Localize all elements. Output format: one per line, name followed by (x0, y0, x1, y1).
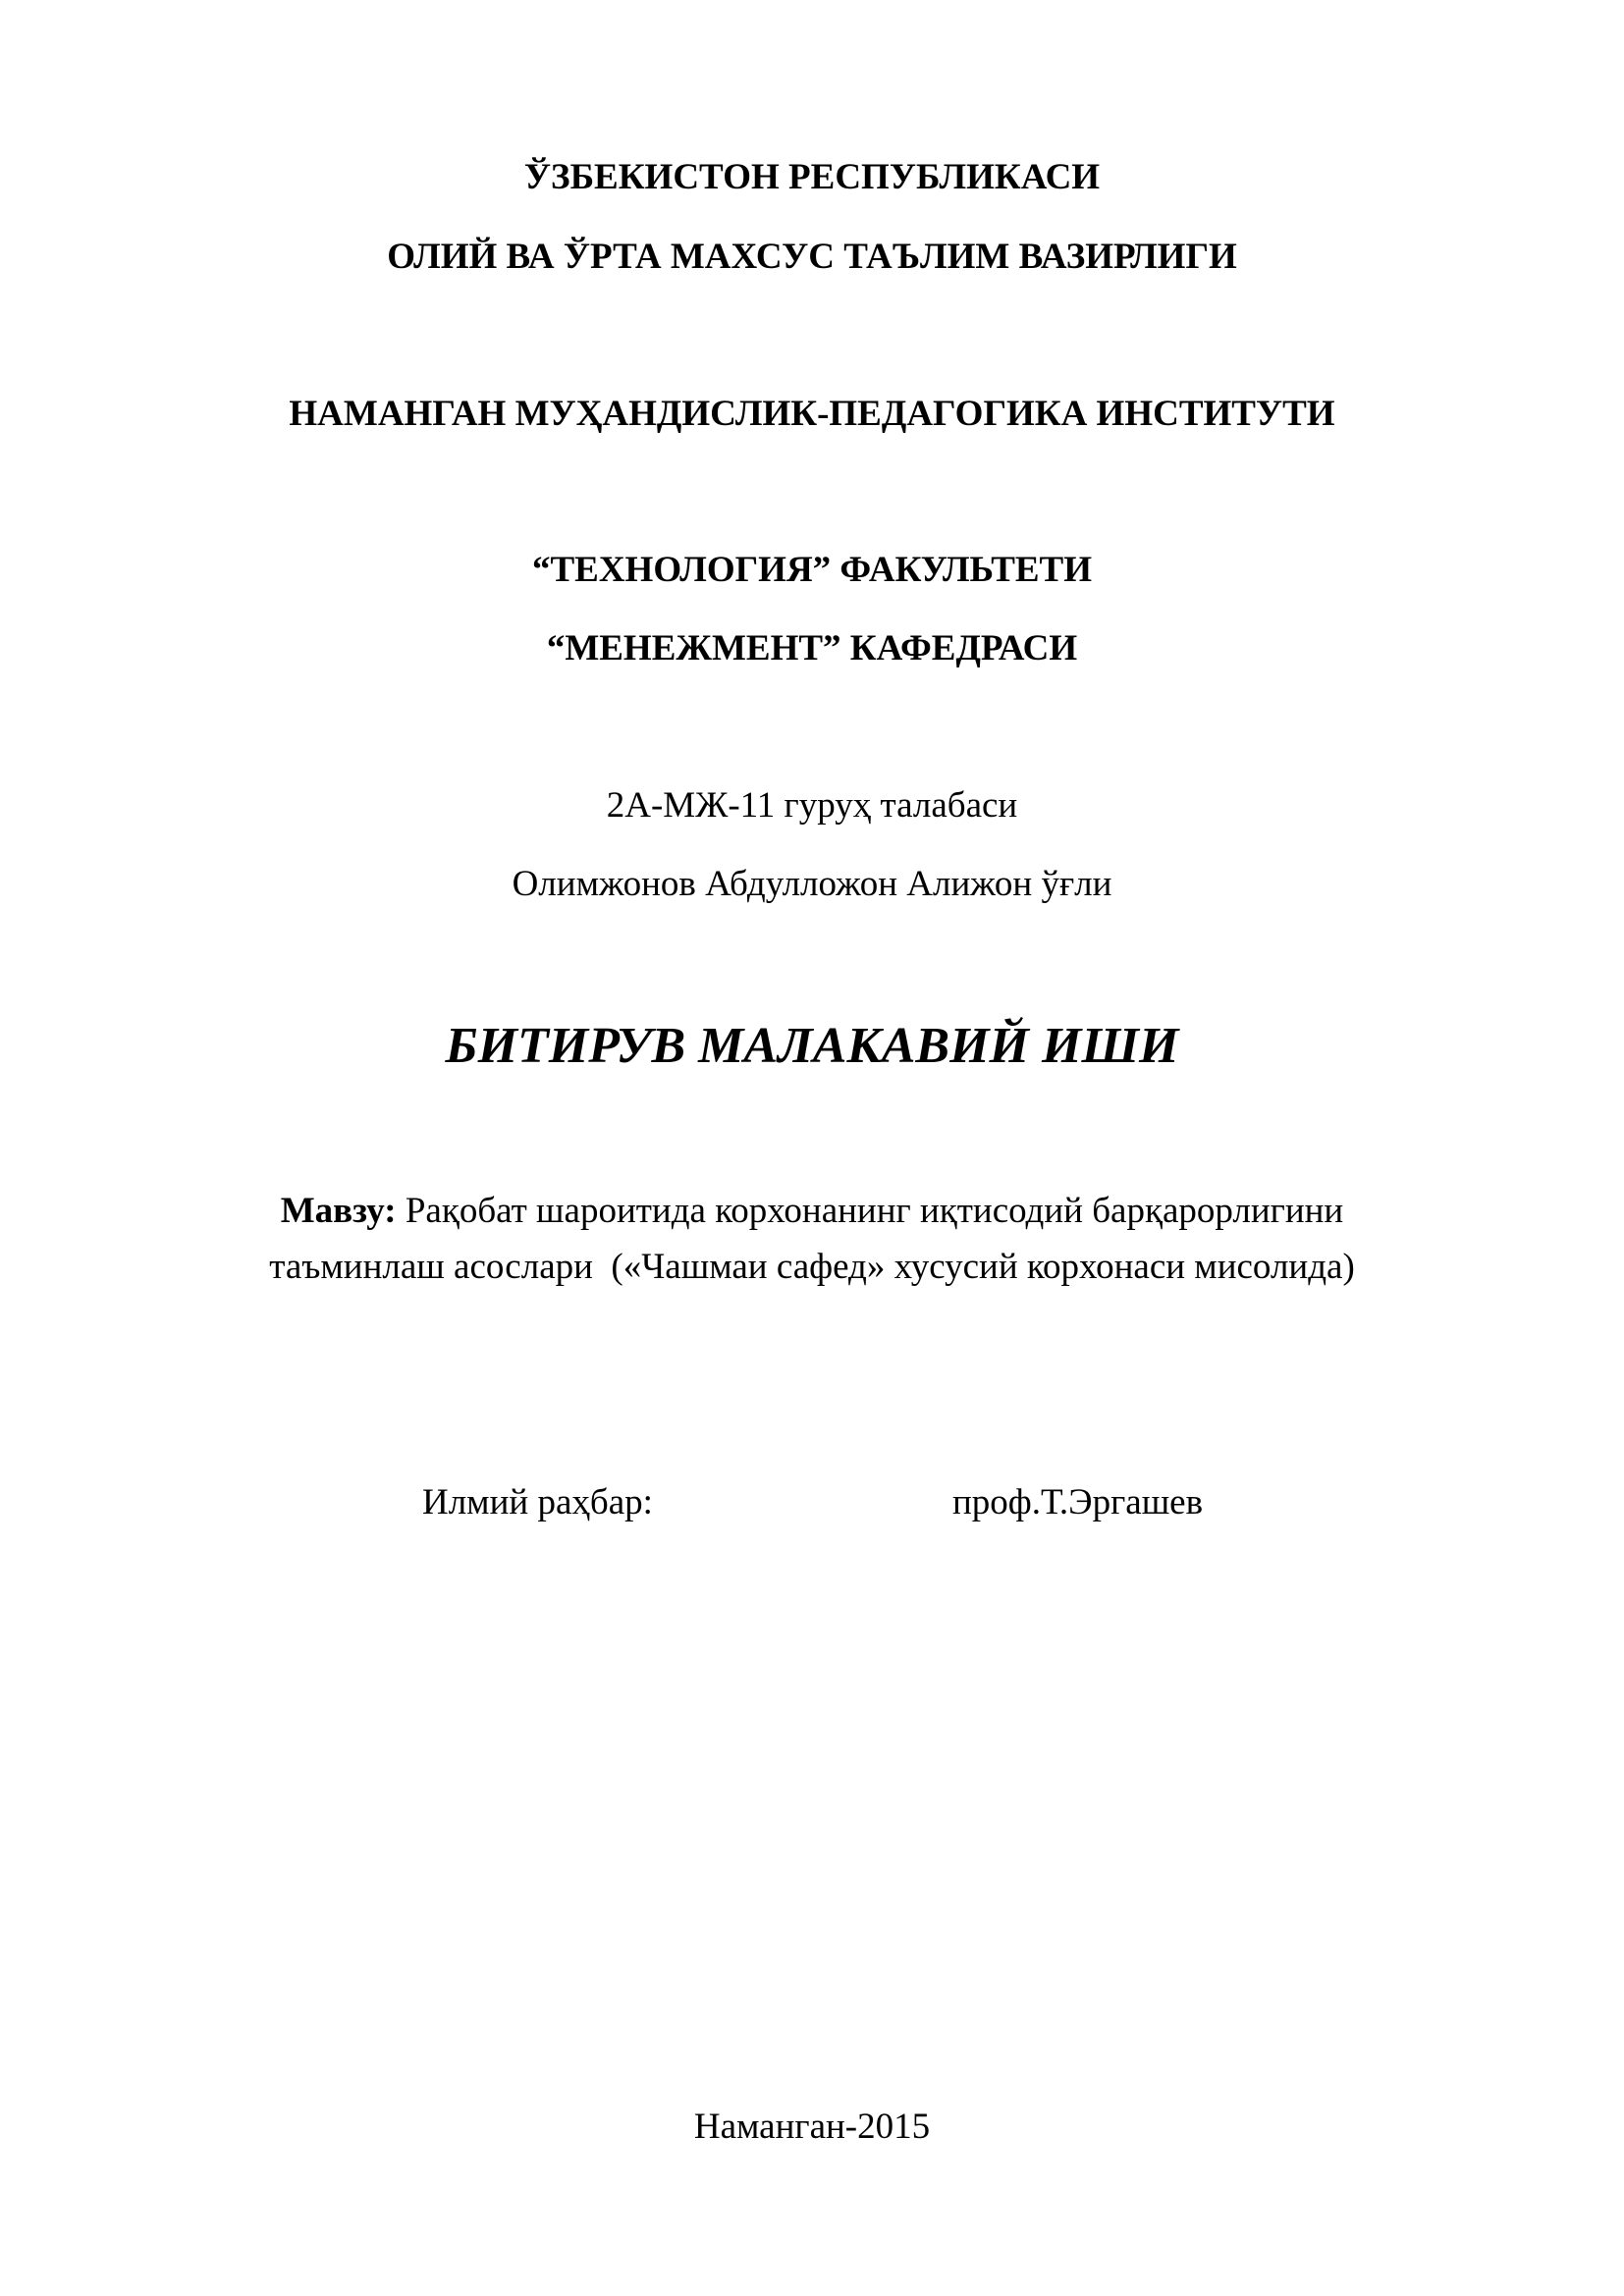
department-heading: “МЕНЕЖМЕНТ” КАФЕДРАСИ (546, 628, 1078, 668)
student-group: 2А-МЖ-11 гуруҳ талабаси (606, 785, 1018, 826)
topic-text-2: таъминлаш асослари («Чашмаи сафед» хусусий корхонаси мисолида) (269, 1247, 1355, 1287)
work-title: БИТИРУВ МАЛАКАВИЙ ИШИ (445, 1018, 1179, 1074)
institute-heading: НАМАНГАН МУҲАНДИСЛИК-ПЕДАГОГИКА ИНСТИТУТИ (289, 394, 1335, 434)
topic-block (0, 1183, 1624, 1295)
topic-line-2 (0, 1239, 1624, 1295)
topic-text-1: Рақобат шароитида корхонанинг иқтисодий барқарорлигини (405, 1191, 1344, 1231)
student-name: Олимжонов Абдулложон Алижон ўғли (512, 864, 1112, 904)
place-year: Наманган-2015 (693, 2107, 931, 2147)
republic-heading: ЎЗБЕКИСТОН РЕСПУБЛИКАСИ (523, 157, 1101, 197)
topic-line-1 (0, 1183, 1624, 1239)
supervisor-label: Илмий раҳбар: (422, 1482, 653, 1522)
faculty-heading: “ТЕХНОЛОГИЯ” ФАКУЛЬТЕТИ (531, 550, 1093, 590)
topic-label: Мавзу: (280, 1191, 397, 1231)
supervisor-name: проф.Т.Эргашев (952, 1482, 1204, 1522)
ministry-heading: ОЛИЙ ВА ЎРТА МАХСУС ТАЪЛИМ ВАЗИРЛИГИ (387, 237, 1237, 277)
